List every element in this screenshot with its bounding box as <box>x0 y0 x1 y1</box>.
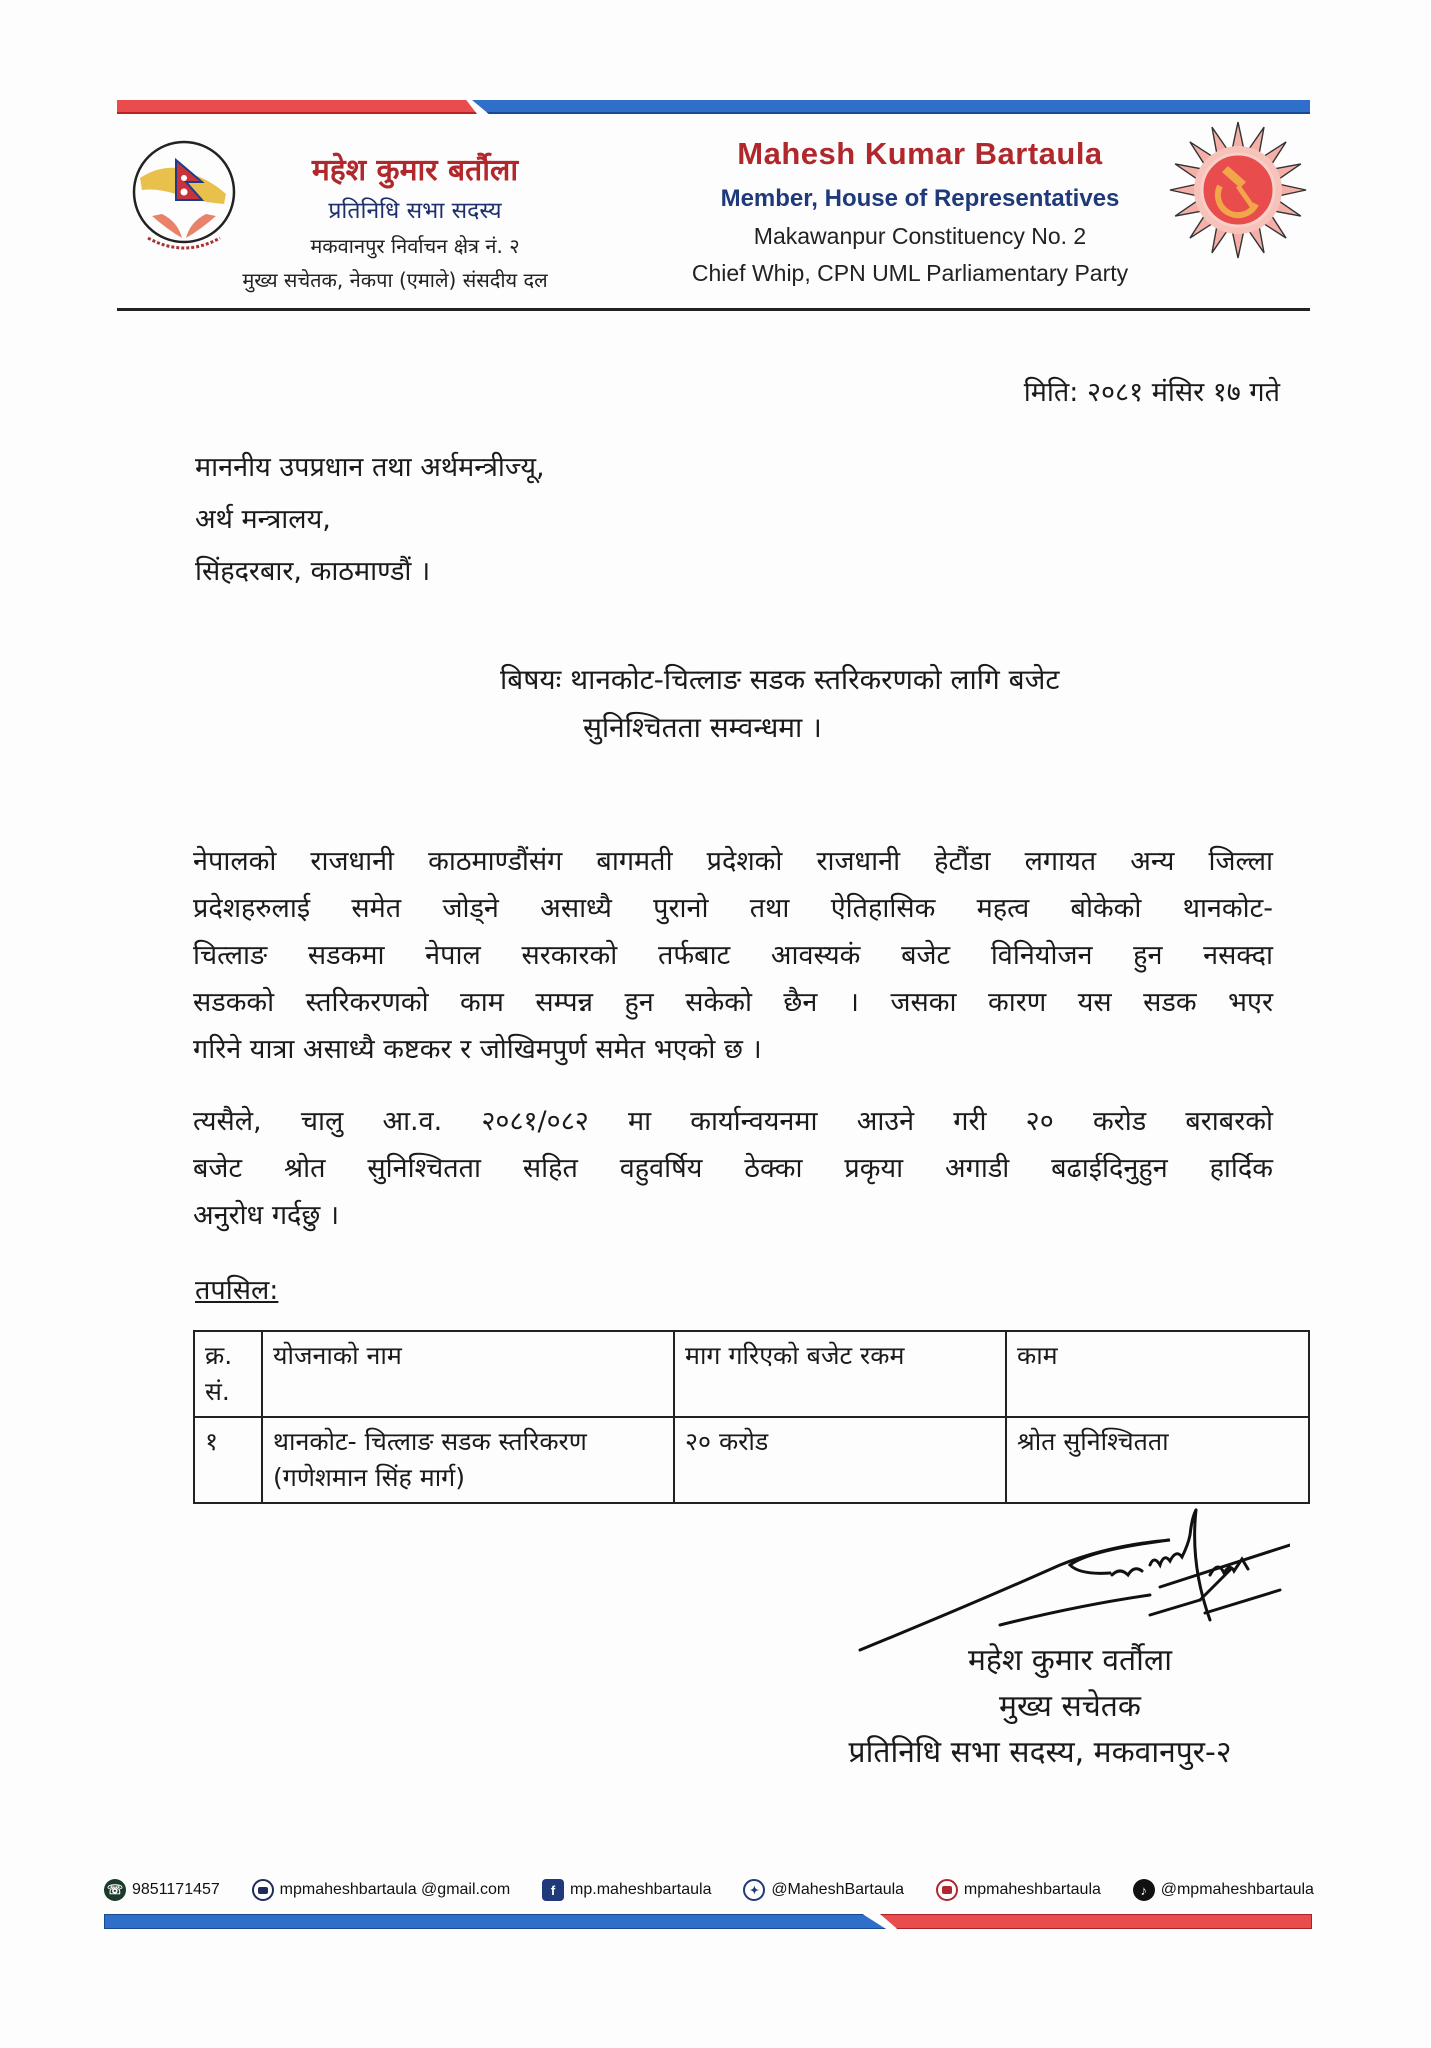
addressee-line-2: अर्थ मन्त्रालय, <box>195 504 331 535</box>
subject-line-2: सुनिश्चितता सम्वन्धमा । <box>583 711 822 744</box>
tiktok-icon: ♪ <box>1133 1879 1155 1901</box>
budget-table <box>193 1330 1310 1504</box>
body-paragraph-2 <box>193 1098 1273 1239</box>
paragraph-line: गरिने यात्रा असाध्यै कष्टकर र जोखिमपुर्ण समेत भएको छ । <box>193 1034 762 1065</box>
paragraph-line: प्रदेशहरुलाई समेत जोड्ने असाध्यै पुरानो तथा ऐतिहासिक महत्व बोकेको थानकोट- <box>193 893 1273 924</box>
twitter-icon: ✦ <box>743 1879 765 1901</box>
english-role: Chief Whip, CPN UML Parliamentary Party <box>691 260 1129 286</box>
cell-serial: १ <box>194 1417 262 1503</box>
paragraph-line: अनुरोध गर्दछु । <box>193 1200 340 1231</box>
english-position: Member, House of Representatives <box>720 185 1120 212</box>
addressee-line-3: सिंहदरबार, काठमाण्डौं । <box>195 556 431 587</box>
cell-work: श्रोत सुनिश्चितता <box>1006 1417 1309 1503</box>
tiktok-handle: @mpmaheshbartaula <box>1160 1881 1314 1898</box>
footer-youtube[interactable] <box>936 1879 1101 1901</box>
nepali-position: प्रतिनिधि सभा सदस्य <box>328 198 502 224</box>
facebook-icon: f <box>542 1879 564 1901</box>
footer-facebook[interactable] <box>542 1879 711 1901</box>
project-alias: (गणेशमान सिंह मार्ग) <box>273 1463 466 1492</box>
paragraph-line: नेपालको राजधानी काठमाण्डौंसंग बागमती प्रदेशको राजधानी हेटौंडा लगायत अन्य जिल्ला <box>193 846 1273 877</box>
cell-project <box>262 1417 674 1503</box>
cell-amount: २० करोड <box>674 1417 1006 1503</box>
youtube-icon <box>936 1879 958 1901</box>
body-paragraph-1 <box>193 838 1273 1073</box>
footer-phone[interactable] <box>104 1879 220 1901</box>
paragraph-line: बजेट श्रोत सुनिश्चितता सहित वहुवर्षिय ठेक्का प्रकृया अगाडी बढाईदिनुहुन हार्दिक <box>193 1153 1273 1184</box>
english-name: Mahesh Kumar Bartaula <box>737 136 1103 171</box>
nepali-constituency: मकवानपुर निर्वाचन क्षेत्र नं. २ <box>310 234 520 258</box>
letter-date: मिति: २०८१ मंसिर १७ गते <box>1023 377 1280 408</box>
paragraph-line: त्यसैले, चालु आ.व. २०८१/०८२ मा कार्यान्वयनमा आउने गरी २० करोड बराबरको <box>193 1106 1273 1137</box>
twitter-handle: @MaheshBartaula <box>771 1881 905 1898</box>
paragraph-line: चित्लाङ सडकमा नेपाल सरकारको तर्फबाट आवस्यकं बजेट विनियोजन हुन नसक्दा <box>193 940 1273 971</box>
footer-red-bar <box>880 1914 1312 1929</box>
nepali-role: मुख्य सचेतक, नेकपा (एमाले) संसदीय दल <box>242 268 548 292</box>
addressee-line-1: माननीय उपप्रधान तथा अर्थमन्त्रीज्यू, <box>195 452 545 483</box>
signatory-name: महेश कुमार वर्तौला <box>967 1643 1173 1678</box>
header-amount: माग गरिएको बजेट रकम <box>674 1331 1006 1417</box>
youtube-handle: mpmaheshbartaula <box>963 1881 1101 1898</box>
subject-line-1: बिषयः थानकोट-चित्लाङ सडक स्तरिकरणको लागि बजेट <box>500 663 1060 696</box>
party-sun-emblem-icon <box>1168 118 1308 263</box>
header-work: काम <box>1006 1331 1309 1417</box>
table-row <box>194 1417 1309 1503</box>
footer-tiktok[interactable] <box>1133 1879 1314 1901</box>
table-header-row <box>194 1331 1309 1417</box>
footer-email[interactable] <box>252 1879 511 1901</box>
footer-contacts <box>104 1875 1314 1905</box>
handwritten-signature-icon <box>850 1505 1290 1655</box>
phone-icon: ☏ <box>104 1879 126 1901</box>
paragraph-line: सडकको स्तरिकरणको काम सम्पन्न हुन सकेको छैन । जसका कारण यस सडक भएर <box>193 987 1273 1018</box>
header-serial: क्र. सं. <box>194 1331 262 1417</box>
header-divider <box>117 308 1310 311</box>
header-red-bar <box>117 100 477 114</box>
email-address: mpmaheshbartaula @gmail.com <box>279 1881 511 1898</box>
nepali-name: महेश कुमार बर्तौला <box>311 153 519 188</box>
facebook-handle: mp.maheshbartaula <box>570 1881 712 1898</box>
email-icon <box>252 1879 274 1901</box>
details-label: तपसिल: <box>195 1275 279 1306</box>
project-name: थानकोट- चित्लाङ सडक स्तरिकरण <box>273 1427 587 1456</box>
phone-number: 9851171457 <box>132 1881 220 1898</box>
nepal-emblem-logo-icon <box>128 138 240 256</box>
header-project-name: योजनाको नाम <box>262 1331 674 1417</box>
english-constituency: Makawanpur Constituency No. 2 <box>753 223 1087 249</box>
footer-blue-bar <box>104 1914 886 1929</box>
header-blue-bar <box>472 100 1310 114</box>
signatory-title: मुख्य सचेतक <box>999 1689 1141 1724</box>
footer-twitter[interactable] <box>743 1879 904 1901</box>
signatory-post: प्रतिनिधि सभा सदस्य, मकवानपुर-२ <box>848 1735 1232 1770</box>
